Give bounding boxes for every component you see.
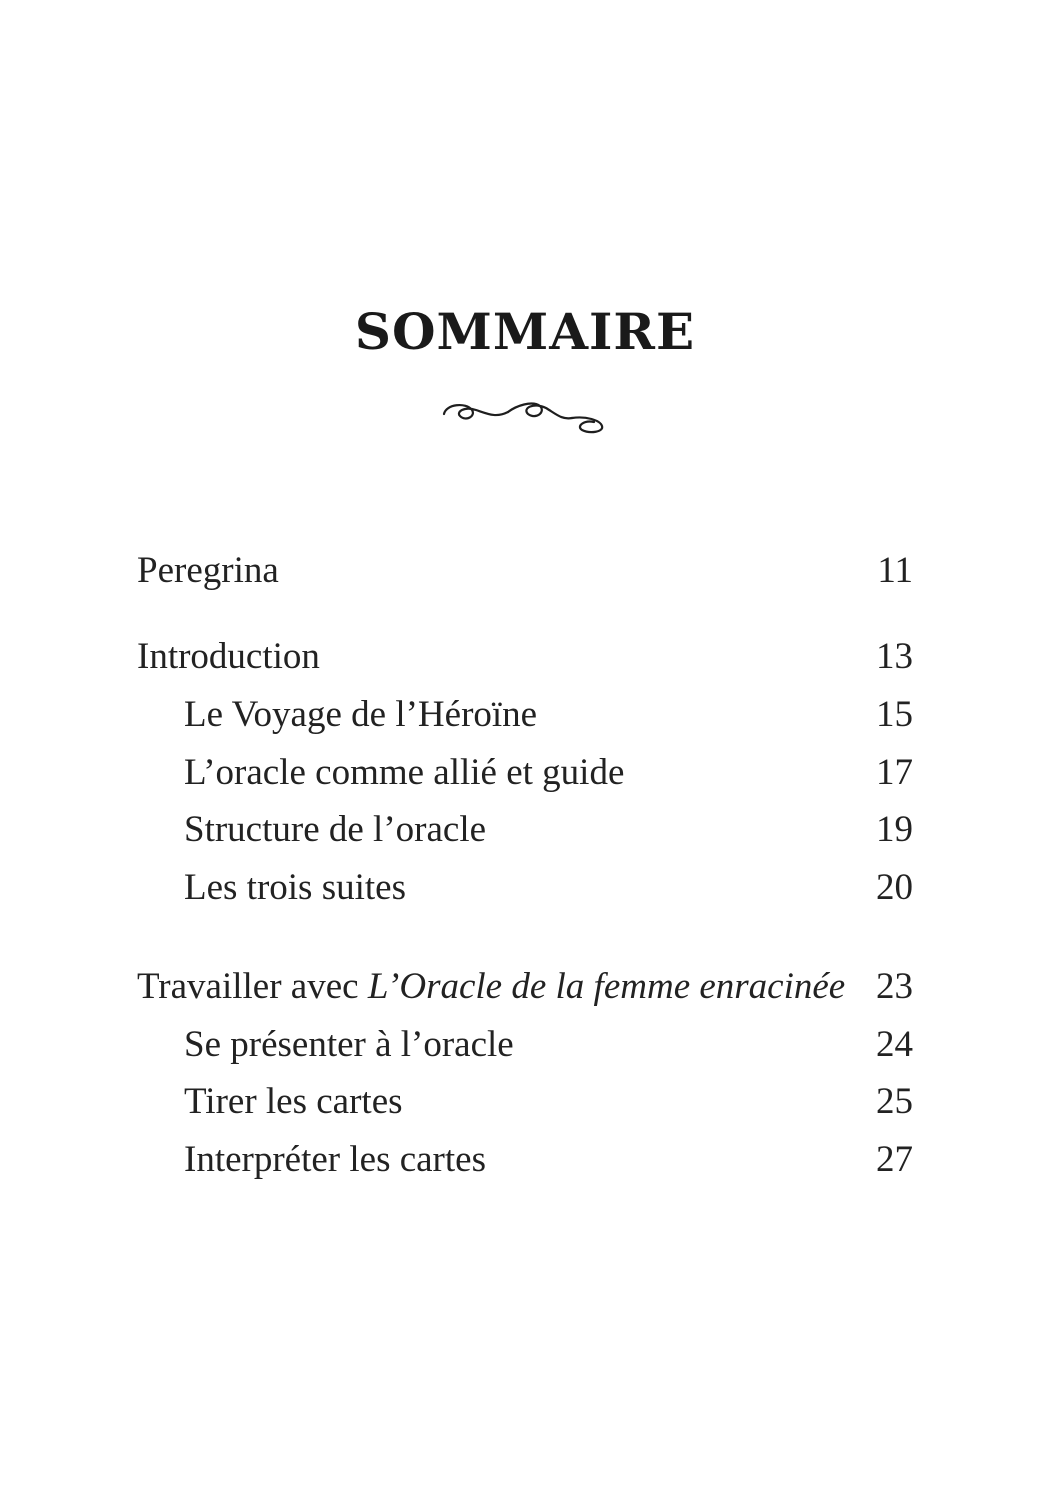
toc-entry-label: Les trois suites bbox=[184, 867, 406, 908]
toc-entry-tirer[interactable] bbox=[137, 1080, 913, 1124]
toc-entry-label: Se présenter à l’oracle bbox=[184, 1024, 514, 1065]
toc-entry-page: 17 bbox=[876, 752, 913, 793]
page-title: SOMMAIRE bbox=[354, 302, 696, 361]
toc-entry-peregrina[interactable] bbox=[137, 549, 913, 593]
toc-entry-label: Interpréter les cartes bbox=[184, 1139, 486, 1180]
toc-entry-page: 15 bbox=[876, 694, 913, 735]
toc-entry-voyage-heroine[interactable] bbox=[137, 693, 913, 737]
toc-entry-label: L’oracle comme allié et guide bbox=[184, 752, 625, 793]
toc-entry-interpreter[interactable] bbox=[137, 1138, 913, 1182]
toc-entry-label bbox=[137, 965, 845, 1009]
toc-entry-introduction[interactable] bbox=[137, 635, 913, 679]
toc-entry-page: 13 bbox=[876, 636, 913, 677]
toc-entry-trois-suites[interactable] bbox=[137, 866, 913, 910]
toc-entry-page: 24 bbox=[876, 1024, 913, 1065]
toc-entry-page: 23 bbox=[876, 966, 913, 1007]
toc-entry-label: Structure de l’oracle bbox=[184, 809, 487, 850]
toc-entry-label: Tirer les cartes bbox=[184, 1081, 403, 1122]
toc-entry-label: Introduction bbox=[137, 636, 320, 677]
toc-entry-travailler[interactable] bbox=[137, 965, 913, 1009]
toc-entry-label-italic: L’Oracle de la femme enracinée bbox=[367, 966, 846, 1007]
flourish-ornament-icon bbox=[436, 392, 611, 436]
toc-entry-oracle-allie[interactable] bbox=[137, 751, 913, 795]
toc-entry-structure[interactable] bbox=[137, 808, 913, 852]
toc-entry-page: 27 bbox=[876, 1139, 913, 1180]
toc-entry-page: 19 bbox=[876, 809, 913, 850]
toc-entry-presenter[interactable] bbox=[137, 1023, 913, 1067]
toc-entry-page: 20 bbox=[876, 867, 913, 908]
toc-entry-label: Peregrina bbox=[137, 550, 279, 591]
toc-entry-page: 11 bbox=[877, 550, 913, 591]
toc-entry-page: 25 bbox=[876, 1081, 913, 1122]
toc-entry-label-prefix: Travailler avec bbox=[137, 966, 368, 1007]
toc-entry-label: Le Voyage de l’Héroïne bbox=[184, 694, 538, 735]
